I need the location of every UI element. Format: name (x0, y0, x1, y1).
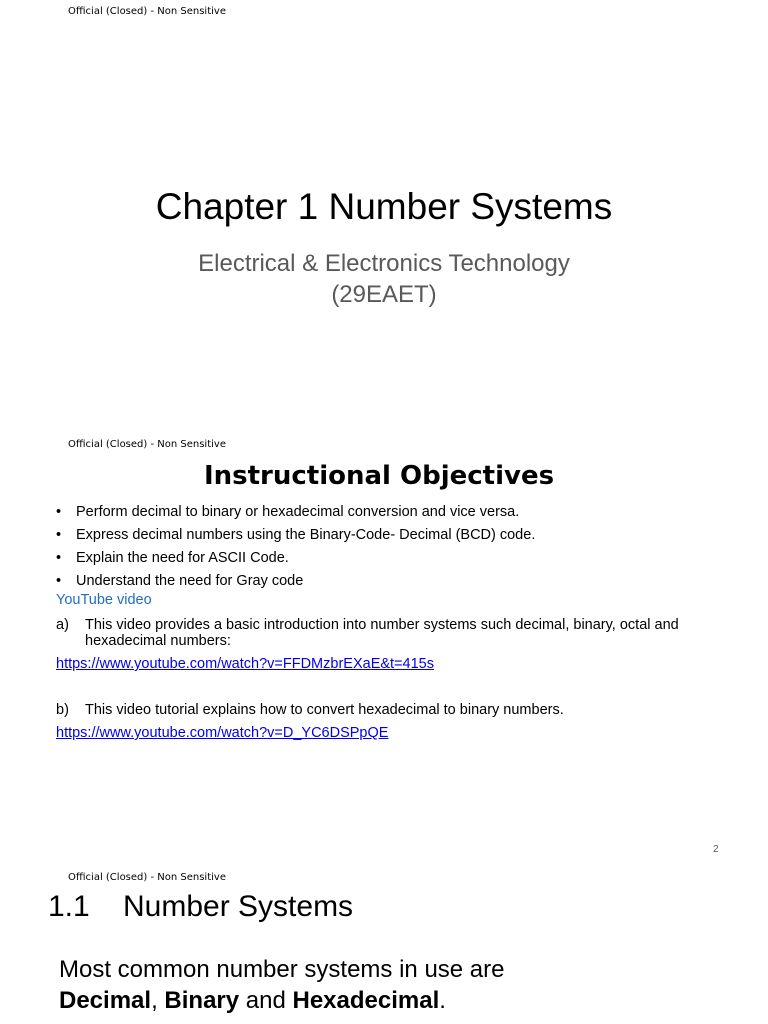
period: . (439, 987, 446, 1014)
term-decimal: Decimal (59, 987, 152, 1014)
video-description: This video tutorial explains how to convert hexadecimal to binary numbers. (85, 702, 564, 718)
slide-title (0, 0, 768, 433)
body-intro: Most common number systems in use are (59, 956, 505, 983)
video-item-b (56, 702, 716, 718)
item-marker: a) (56, 617, 69, 633)
objective-item (56, 501, 535, 524)
section-heading (48, 890, 353, 924)
bullet-icon: • (56, 550, 62, 566)
slide-objectives (0, 433, 768, 866)
bullet-icon: • (56, 527, 62, 543)
page-number: 2 (713, 844, 719, 855)
separator: and (239, 987, 293, 1014)
separator: , (151, 987, 165, 1014)
video-item-a (56, 617, 716, 649)
youtube-video-label: YouTube video (56, 592, 152, 608)
objective-item (56, 547, 535, 570)
bullet-icon: • (56, 504, 62, 520)
term-binary: Binary (164, 987, 240, 1014)
video-description: This video provides a basic introduction into number systems such decimal, binary, octal and hexadecimal numbers: (85, 617, 679, 649)
classification-label: Official (Closed) - Non Sensitive (68, 439, 226, 450)
slide-number-systems (0, 866, 768, 1024)
objective-text: Express decimal numbers using the Binary-Code- Decimal (BCD) code. (76, 527, 536, 543)
section-title: Number Systems (123, 890, 354, 923)
course-name: Electrical & Electronics Technology (198, 250, 570, 277)
chapter-title: Chapter 1 Number Systems (155, 186, 613, 227)
section-number: 1.1 (48, 890, 90, 923)
section-body (59, 954, 505, 1016)
classification-label: Official (Closed) - Non Sensitive (68, 872, 226, 883)
objective-item (56, 570, 535, 593)
objective-text: Explain the need for ASCII Code. (76, 550, 289, 566)
classification-label: Official (Closed) - Non Sensitive (68, 6, 226, 17)
course-subtitle (0, 248, 768, 310)
objective-item (56, 524, 535, 547)
course-code: (29EAET) (331, 281, 437, 308)
body-terms (59, 985, 505, 1016)
objective-text: Understand the need for Gray code (76, 573, 304, 589)
term-hexadecimal: Hexadecimal (292, 987, 440, 1014)
video-link-b[interactable]: https://www.youtube.com/watch?v=D_YC6DSPpQE (56, 725, 389, 741)
objective-text: Perform decimal to binary or hexadecimal conversion and vice versa. (76, 504, 520, 520)
bullet-icon: • (56, 573, 62, 589)
video-link-a[interactable]: https://www.youtube.com/watch?v=FFDMzbrEXaE&t=415s (56, 656, 434, 672)
objectives-list (56, 501, 535, 593)
item-marker: b) (56, 702, 69, 718)
objectives-heading: Instructional Objectives (203, 461, 555, 491)
